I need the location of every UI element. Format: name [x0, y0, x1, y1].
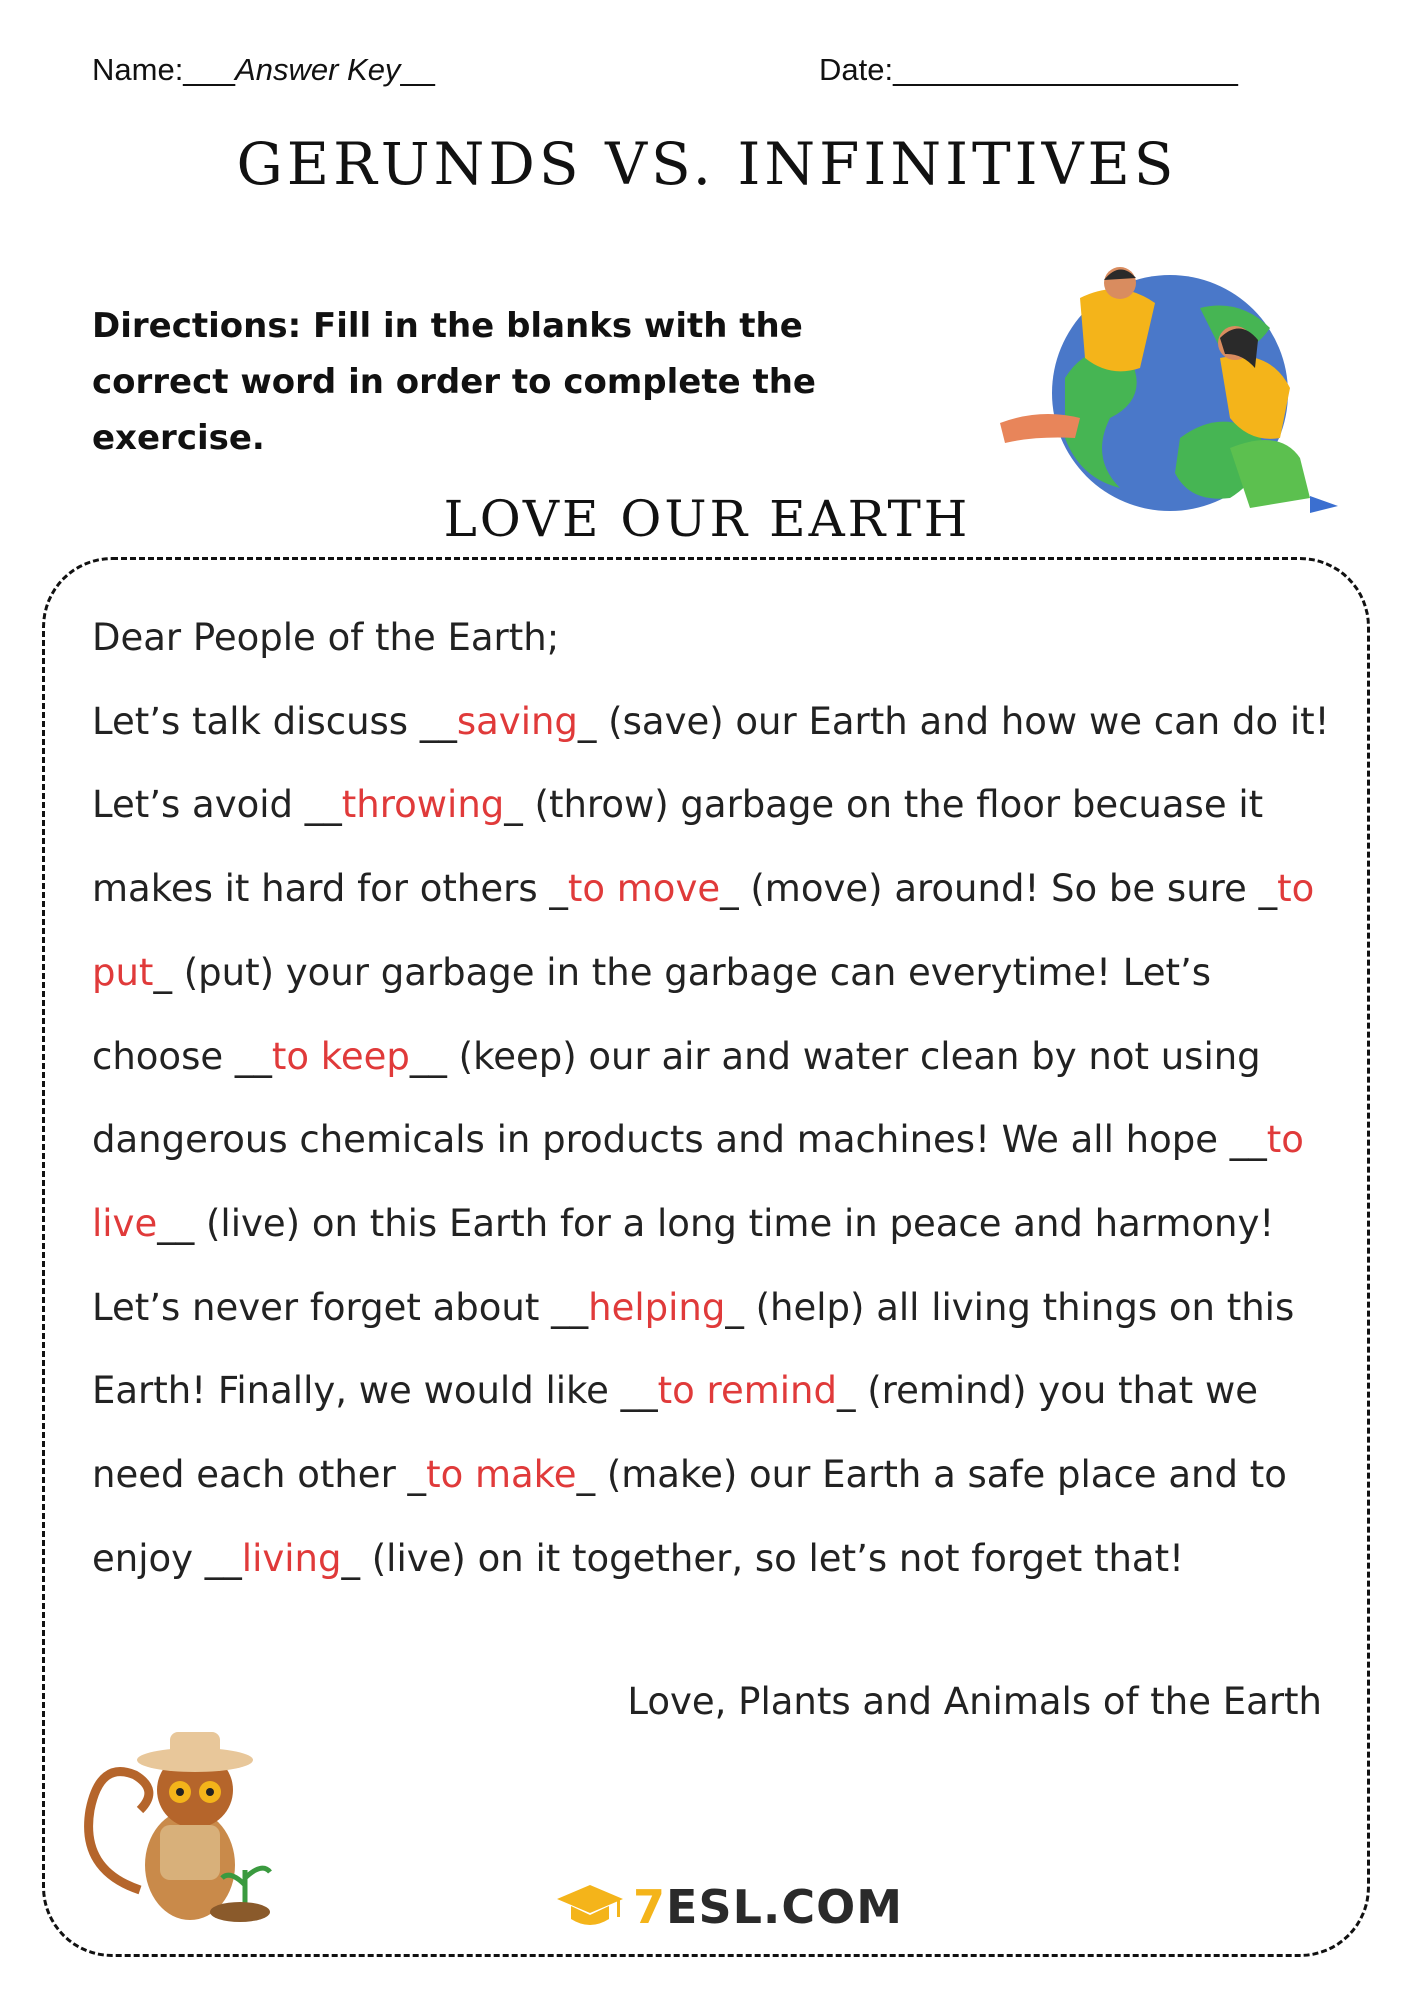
page-title: GERUNDS VS. INFINITIVES [236, 130, 1178, 198]
date-field: Date:____________________ [819, 52, 1238, 87]
letter-greeting: Dear People of the Earth; [92, 616, 560, 659]
worksheet-header [92, 52, 1322, 96]
answer-blank: to move [567, 867, 721, 911]
name-value: Answer Key [235, 52, 401, 87]
letter-paragraph: Let’s talk discuss __saving_ (save) our Earth and how we can do it! Let’s avoid __throwing_ (throw) garbage on the floor becuase it makes it hard for others _to move_ (move) around! So be sure _to put_ (put) your garbage in the garbage can everytime! Let’s choose __to keep__ (keep) our air and water clean by not using dangerous chemicals in products and machines! We all hope __to live__ (live) on this Earth for a long time in peace and harmony! Let’s never forget about __helping_ (help) all living things on this Earth! Finally, we would like __to remind_ (remind) you that we need each other _to make_ (make) our Earth a safe place and to enjoy __living_ (live) on it together, so let’s not forget that! [92, 699, 1330, 1580]
people-hugging-earth-illustration [980, 258, 1340, 528]
answer-blank: to live [92, 1118, 1304, 1245]
answer-blank: to remind [657, 1369, 837, 1413]
answer-blank: to keep [271, 1034, 410, 1078]
soil-mound [210, 1902, 270, 1922]
answer-blank: to make [426, 1453, 577, 1497]
answer-blank: helping [588, 1285, 726, 1329]
monkey-shirt [160, 1825, 220, 1880]
graduation-cap-icon [555, 1881, 625, 1933]
monkey-tail [89, 1772, 149, 1890]
logo-text: 7ESL.COM [633, 1880, 903, 1934]
answer-blank: throwing [341, 783, 505, 827]
brand-logo [545, 1877, 913, 1937]
answer-blank: to put [92, 867, 1315, 994]
letter-signoff: Love, Plants and Animals of the Earth [627, 1680, 1322, 1723]
directions-text: Directions: Fill in the blanks with the correct word in order to complete the exercise. [92, 306, 816, 458]
name-label: Name:___ [92, 52, 236, 87]
letter-body [92, 596, 1337, 1600]
answer-blank: saving [456, 699, 578, 743]
monkey-gardener-illustration [80, 1720, 280, 1930]
name-field [92, 52, 435, 88]
answer-blank: living [241, 1536, 342, 1580]
hat-top [170, 1732, 220, 1760]
name-suffix: __ [400, 52, 435, 87]
section-title: LOVE OUR EARTH [0, 490, 1414, 548]
